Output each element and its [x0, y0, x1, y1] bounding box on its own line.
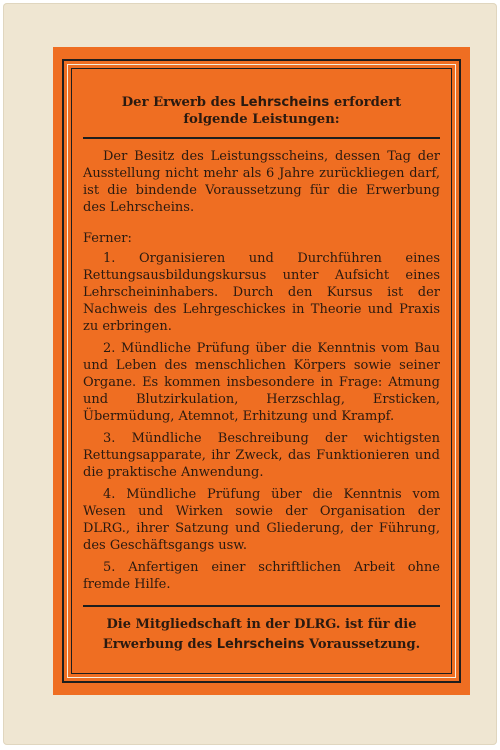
- heading-divider: [83, 137, 440, 139]
- requirement-item-5: 5. Anfertigen einer schriftlichen Arbeit ohne fremde Hilfe.: [83, 560, 440, 592]
- footer-statement: [83, 615, 440, 655]
- requirement-item-1: 1. Organisieren und Durchführen eines Rettungsausbildungskursus unter Aufsicht eines Lehrscheininhabers. Durch den Kursus ist der Nachweis des Lehrgeschickes in Theorie und Praxis zu erbringen.: [83, 251, 440, 334]
- footer-line2-post: Voraussetzung.: [304, 637, 421, 652]
- heading-line1-pre: Der Erwerb des: [121, 95, 241, 110]
- orange-panel: [53, 47, 470, 695]
- footer-line2-pre: Erwerbung des: [102, 637, 217, 652]
- intro-paragraph: Der Besitz des Leistungsscheins, dessen Tag der Ausstellung nicht mehr als 6 Jahre zurückliegen darf, ist die bindende Voraussetzung für die Erwerbung des Lehrscheins.: [83, 149, 440, 215]
- requirement-item-2: 2. Mündliche Prüfung über die Kenntnis vom Bau und Leben des menschlichen Körpers sowie seiner Organe. Es kommen insbesondere in Frage: Atmung und Blutzirkulation, Herzschlag, Ersticken, Übermüdung, Atemnot, Erhitzung und Krampf.: [83, 341, 440, 424]
- document-card: [3, 3, 497, 745]
- requirement-item-3: 3. Mündliche Beschreibung der wichtigsten Rettungsapparate, ihr Zweck, das Funktionieren und die praktische Anwendung.: [83, 431, 440, 480]
- ferner-label: Ferner:: [83, 231, 132, 246]
- heading: [83, 94, 440, 128]
- heading-line1-post: erfordert: [329, 95, 402, 110]
- document-content: [83, 94, 440, 655]
- footer-line1: Die Mitgliedschaft in der DLRG. ist für die: [106, 617, 417, 632]
- heading-lehrscheins-word: Lehrscheins: [240, 95, 330, 110]
- requirement-item-4: 4. Mündliche Prüfung über die Kenntnis vom Wesen und Wirken sowie der Organisation der DLRG., ihrer Satzung und Gliederung, der Führung, des Geschäftsgangs usw.: [83, 487, 440, 553]
- heading-line2: folgende Leistungen:: [183, 112, 340, 127]
- footer-divider: [83, 605, 440, 607]
- footer-lehrscheins-word: Lehrscheins: [216, 637, 305, 652]
- requirements-list: [83, 250, 440, 593]
